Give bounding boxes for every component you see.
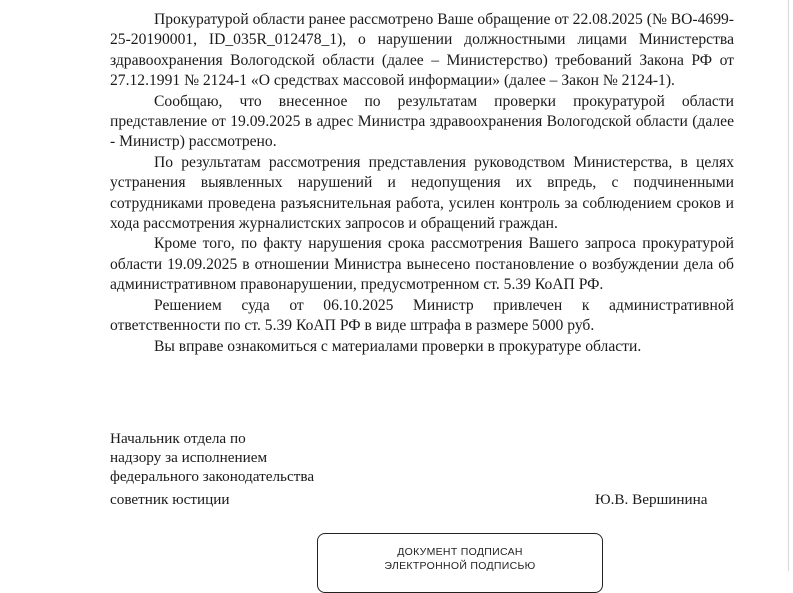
paragraph-court-decision: Решением суда от 06.10.2025 Министр привлечен к административной ответственности по ст. 5.39 КоАП РФ в виде штрафа в размере 5000 руб. (110, 296, 734, 335)
signer-position (110, 429, 730, 486)
paragraph-submission: Сообщаю, что внесенное по результатам проверки прокуратурой области представление от 19.09.2025 в адрес Министра здравоохранения Вологодской области (далее - Министр) рассмотрено. (110, 92, 734, 151)
paragraph-access-materials: Вы вправе ознакомиться с материалами проверки в прокуратуре области. (154, 337, 642, 355)
electronic-signature-stamp (317, 533, 603, 593)
stamp-line: ЭЛЕКТРОННОЙ ПОДПИСЬЮ (384, 559, 536, 572)
paragraph-administrative-case: Кроме того, по факту нарушения срока рассмотрения Вашего запроса прокуратурой области 19.09.2025 в отношении Министра вынесено постановление о возбуждении дела об административном правонарушении, предусмотренном ст. 5.39 КоАП РФ. (110, 235, 734, 294)
signer-position-line: федерального законодательства (110, 468, 315, 485)
stamp-line: ДОКУМЕНТ ПОДПИСАН (397, 546, 523, 558)
signature-block (110, 429, 730, 486)
signer-position-line: надзору за исполнением (110, 449, 268, 466)
signer-name: Ю.В. Вершинина (595, 491, 708, 508)
page-edge (788, 0, 789, 571)
paragraph-appeal: Прокуратурой области ранее рассмотрено Ваше обращение от 22.08.2025 (№ ВО-4699-25-20190001, ID_035R_012478_1), о нарушении должностными лицами Министерства здравоохранения Вологодской области (далее – Министерство) требований Закона РФ от 27.12.1991 № 2124-1 «О средствах массовой информации» (далее – Закон № 2124-1). (110, 11, 734, 90)
signer-rank: советник юстиции (110, 491, 230, 508)
letter-body (110, 10, 734, 357)
signer-position-line: Начальник отдела по (110, 430, 246, 447)
paragraph-measures: По результатам рассмотрения представления руководством Министерства, в целях устранения выявленных нарушений и недопущения их впредь, с подчиненными сотрудниками проведена разъяснительная работа, усилен контроль за соблюдением сроков и хода рассмотрения журналистских запросов и обращений граждан. (110, 153, 734, 233)
